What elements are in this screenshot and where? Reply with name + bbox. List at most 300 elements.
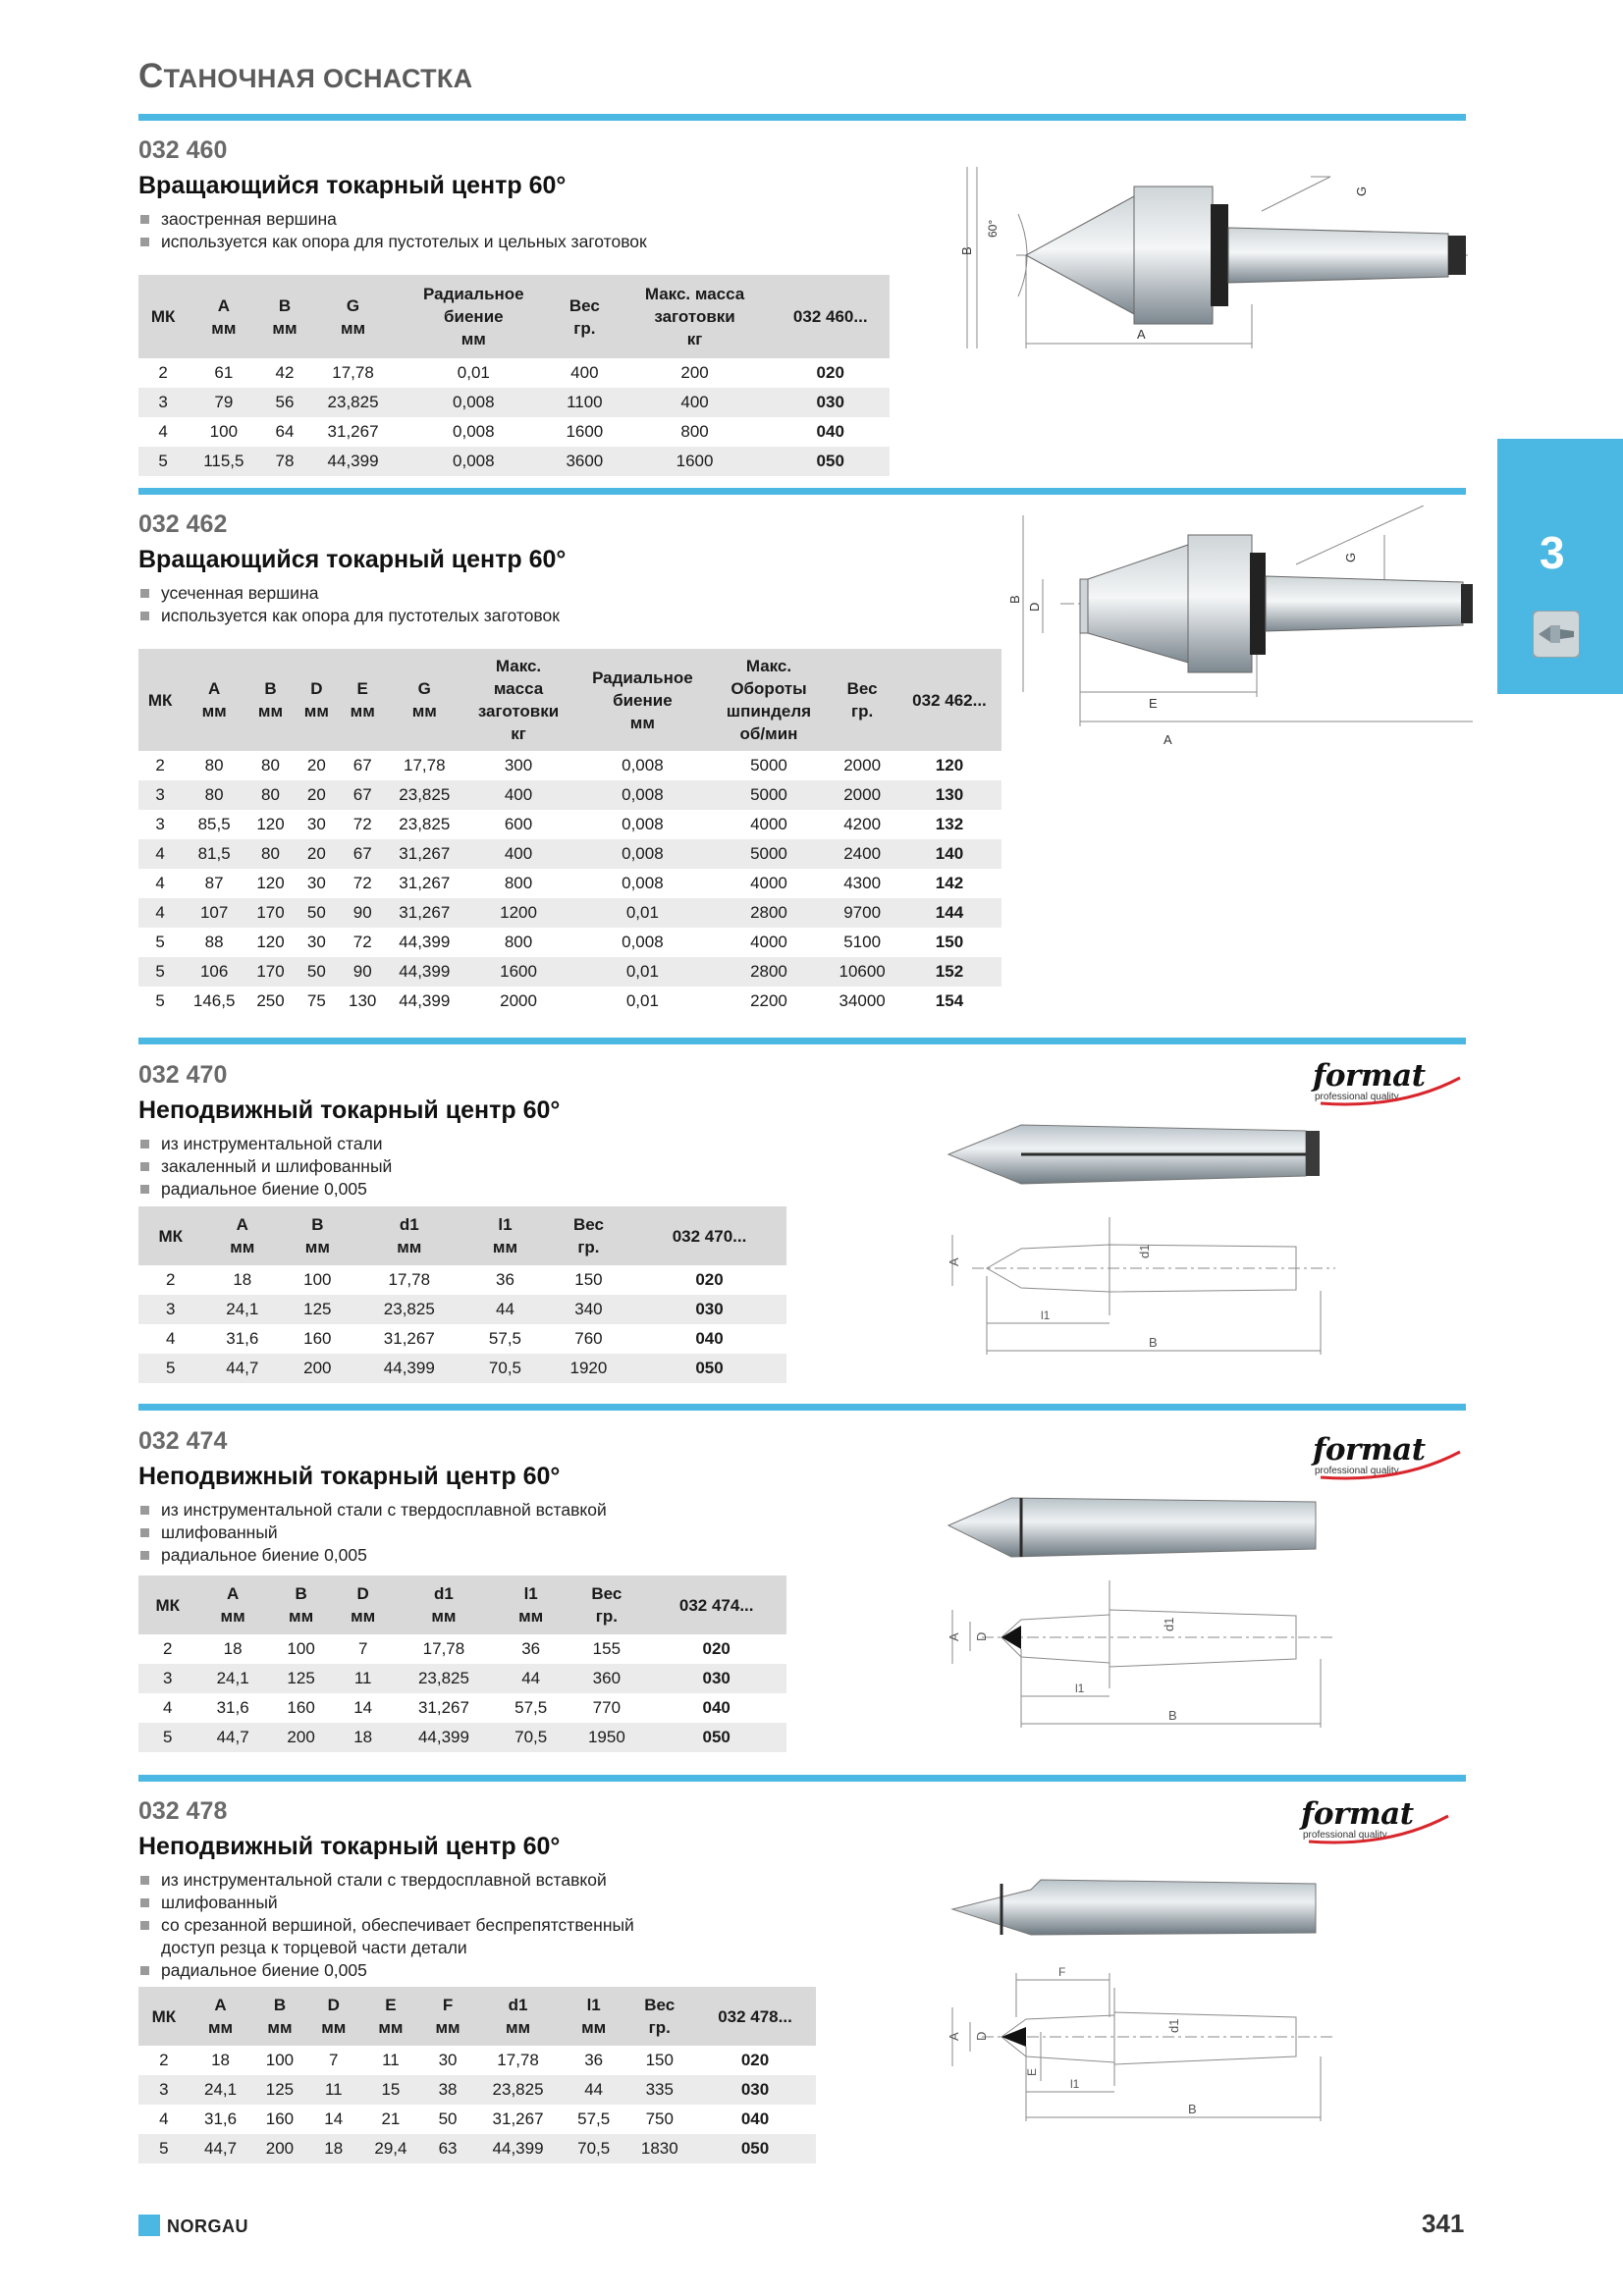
table-cell: 0,008 <box>622 933 664 951</box>
table-cell: 72 <box>352 815 372 833</box>
drawing-label: d1 <box>1162 1617 1176 1631</box>
order-code-cell: 040 <box>816 422 844 441</box>
table-cell: 88 <box>204 933 224 951</box>
table-cell: 150 <box>574 1270 603 1289</box>
table-cell: 70,5 <box>563 2134 625 2163</box>
table-cell: 80 <box>261 756 280 774</box>
column-header: 032 478... <box>694 1987 816 2046</box>
feature-item: радиальное биение 0,005 <box>138 1178 560 1201</box>
table-row <box>138 1324 786 1354</box>
logo-tagline: professional quality <box>1303 1830 1387 1841</box>
column-header: МК <box>138 649 182 751</box>
table-row <box>138 957 1001 987</box>
table-cell: 31,267 <box>327 422 379 441</box>
table-cell: 81,5 <box>182 839 246 869</box>
column-header: l1 мм <box>465 1206 545 1265</box>
table-cell: 0,008 <box>397 447 552 476</box>
table-cell: 70,5 <box>495 1723 567 1752</box>
column-header: Радиальное биение мм <box>397 275 552 358</box>
format-logo <box>1301 1798 1458 1847</box>
table-cell: 44,399 <box>352 1354 465 1383</box>
table-cell: 107 <box>182 898 246 928</box>
spec-table-032-460 <box>138 275 890 476</box>
table-cell: 100 <box>287 1639 315 1658</box>
table-cell: 70,5 <box>465 1354 545 1383</box>
table-cell: 120 <box>256 874 285 892</box>
table-cell: 4 <box>138 839 182 869</box>
feature-item: из инструментальной стали с твердосплавной вставкой <box>138 1499 607 1522</box>
column-header: D мм <box>308 1987 360 2046</box>
brand-square-icon <box>138 2215 160 2236</box>
drawing-label: D <box>1027 602 1042 612</box>
table-row <box>138 1693 786 1723</box>
column-header: Вес гр. <box>567 1575 646 1634</box>
table-cell: 1830 <box>625 2134 694 2163</box>
table-cell: 0,008 <box>453 422 495 441</box>
table-cell: 400 <box>570 363 599 382</box>
table-cell: 4200 <box>843 815 882 833</box>
order-code-cell: 142 <box>935 874 964 892</box>
table-cell: 0,008 <box>397 388 552 417</box>
table-cell: 4000 <box>750 933 787 951</box>
order-code-cell: 030 <box>771 388 890 417</box>
table-cell: 24,1 <box>196 1664 268 1693</box>
feature-list <box>138 582 566 627</box>
table-cell: 800 <box>504 933 533 951</box>
order-code-cell: 132 <box>935 815 964 833</box>
table-row <box>138 2046 816 2075</box>
table-cell: 130 <box>349 991 377 1010</box>
table-cell: 80 <box>204 756 224 774</box>
order-code-cell: 120 <box>935 756 964 774</box>
table-cell: 21 <box>381 2109 401 2128</box>
table-cell: 5 <box>138 957 182 987</box>
table-cell: 5100 <box>843 933 882 951</box>
footer-brand: NORGAU <box>167 2216 248 2236</box>
order-code-cell: 050 <box>646 1723 786 1752</box>
table-cell: 20 <box>295 839 339 869</box>
feature-item: закаленный и шлифованный <box>138 1155 560 1178</box>
table-row <box>138 869 1001 898</box>
feature-item: используется как опора для пустотелых и цельных заготовок <box>138 231 647 253</box>
table-cell: 44,399 <box>399 991 451 1010</box>
table-cell: 2000 <box>843 756 882 774</box>
table-cell: 7 <box>357 1639 368 1658</box>
table-cell: 34000 <box>839 991 886 1010</box>
live-center-pointed-drawing <box>957 157 1473 358</box>
table-cell: 3 <box>155 815 165 833</box>
table-cell: 0,008 <box>622 874 664 892</box>
table-cell: 30 <box>306 815 326 833</box>
table-cell: 2 <box>155 756 165 774</box>
table-cell: 50 <box>295 898 339 928</box>
table-row <box>138 1295 786 1324</box>
dead-center-drawing <box>943 1109 1335 1360</box>
table-cell: 24,1 <box>202 1295 282 1324</box>
column-header: B мм <box>246 649 295 751</box>
table-cell: 44,7 <box>189 2134 252 2163</box>
spec-table-032-474 <box>138 1575 786 1752</box>
feature-item: используется как опора для пустотелых заготовок <box>138 605 566 627</box>
column-header: Вес гр. <box>551 275 619 358</box>
table-cell: 2 <box>165 1270 176 1289</box>
table-cell: 160 <box>287 1698 315 1717</box>
table-cell: 1600 <box>566 422 604 441</box>
table-cell: 24,1 <box>189 2075 252 2105</box>
table-cell: 23,825 <box>352 1295 465 1324</box>
table-cell: 44 <box>495 1664 567 1693</box>
drawing-label: E <box>1025 2067 1039 2076</box>
table-cell: 5000 <box>750 756 787 774</box>
order-code-cell: 030 <box>632 1295 786 1324</box>
table-row <box>138 751 1001 780</box>
column-header: МК <box>138 1206 202 1265</box>
table-cell: 36 <box>495 1270 514 1289</box>
feature-item: из инструментальной стали с твердосплавной вставкой <box>138 1869 634 1892</box>
table-cell: 44,399 <box>310 447 397 476</box>
column-header: МК <box>138 1575 196 1634</box>
table-cell: 0,01 <box>457 363 490 382</box>
section-032-474 <box>138 1426 607 1567</box>
table-cell: 1920 <box>545 1354 632 1383</box>
table-cell: 20 <box>295 780 339 810</box>
table-cell: 23,825 <box>310 388 397 417</box>
table-cell: 31,267 <box>417 1698 469 1717</box>
column-header: E мм <box>339 649 387 751</box>
table-cell: 1600 <box>462 957 574 987</box>
table-cell: 100 <box>209 422 239 441</box>
column-header: B мм <box>269 1575 334 1634</box>
table-cell: 64 <box>275 422 295 441</box>
logo-word: format <box>1313 1432 1426 1468</box>
drawing-label: B <box>1188 2102 1197 2116</box>
section-divider <box>138 488 1466 495</box>
table-cell: 2400 <box>827 839 897 869</box>
drawing-label: A <box>947 1257 961 1266</box>
order-code-cell: 020 <box>702 1639 730 1658</box>
column-header: 032 460... <box>771 275 890 358</box>
table-row <box>138 928 1001 957</box>
table-cell: 31,267 <box>399 874 451 892</box>
table-cell: 14 <box>353 1698 373 1717</box>
table-cell: 3 <box>138 780 182 810</box>
section-divider <box>138 1038 1466 1044</box>
order-code-cell: 154 <box>935 991 964 1010</box>
table-row <box>138 388 890 417</box>
table-cell: 0,008 <box>574 839 711 869</box>
table-row <box>138 447 890 476</box>
page-title-rest: ТАНОЧНАЯ ОСНАСТКА <box>163 64 473 93</box>
table-cell: 3 <box>138 1295 202 1324</box>
table-cell: 400 <box>619 388 772 417</box>
table-cell: 4 <box>155 874 165 892</box>
table-cell: 0,01 <box>574 957 711 987</box>
table-cell: 18 <box>211 2051 230 2069</box>
drawing-label: D <box>974 1631 989 1641</box>
table-cell: 5 <box>155 933 165 951</box>
column-header: D мм <box>333 1575 392 1634</box>
table-cell: 125 <box>251 2075 307 2105</box>
table-cell: 30 <box>306 933 326 951</box>
product-title: Вращающийся токарный центр 60° <box>138 546 567 573</box>
column-header: Вес гр. <box>625 1987 694 2046</box>
column-header: 032 474... <box>646 1575 786 1634</box>
column-header: D мм <box>295 649 339 751</box>
column-header: d1 мм <box>352 1206 465 1265</box>
table-cell: 0,01 <box>625 991 659 1010</box>
table-cell: 200 <box>269 1723 334 1752</box>
table-cell: 23,825 <box>399 815 451 833</box>
order-code-cell: 020 <box>816 363 844 382</box>
drawing-label: A <box>1137 327 1146 342</box>
table-cell: 44 <box>563 2075 625 2105</box>
article-code: 032 478 <box>138 1797 228 1825</box>
table-cell: 17,78 <box>497 2051 539 2069</box>
spec-table-032-462 <box>138 649 1001 1016</box>
order-code-cell: 152 <box>897 957 1001 987</box>
table-cell: 2200 <box>750 991 787 1010</box>
table-cell: 3 <box>138 2075 189 2105</box>
column-header: Вес гр. <box>827 649 897 751</box>
table-cell: 18 <box>223 1639 243 1658</box>
table-cell: 2 <box>159 2051 169 2069</box>
table-cell: 44,399 <box>399 933 451 951</box>
table-cell: 106 <box>182 957 246 987</box>
table-cell: 5 <box>138 447 188 476</box>
table-cell: 44 <box>465 1295 545 1324</box>
order-code-cell: 020 <box>695 1270 724 1289</box>
table-cell: 50 <box>438 2109 458 2128</box>
feature-list <box>138 1499 607 1567</box>
live-center-icon <box>1533 611 1580 658</box>
table-cell: 5 <box>138 1723 196 1752</box>
drawing-label: A <box>1163 732 1172 747</box>
table-cell: 15 <box>359 2075 422 2105</box>
column-header: A мм <box>182 649 246 751</box>
table-cell: 125 <box>269 1664 334 1693</box>
table-cell: 72 <box>352 874 372 892</box>
feature-list <box>138 1133 560 1201</box>
article-code: 032 470 <box>138 1061 228 1089</box>
table-cell: 0,008 <box>622 756 664 774</box>
table-cell: 2800 <box>711 898 828 928</box>
column-header: E мм <box>359 1987 422 2046</box>
table-cell: 30 <box>438 2051 458 2069</box>
table-cell: 67 <box>352 756 372 774</box>
table-cell: 36 <box>521 1639 541 1658</box>
table-cell: 31,267 <box>383 1329 435 1348</box>
table-cell: 5 <box>138 1354 202 1383</box>
dead-center-half-drawing <box>943 1870 1335 2125</box>
table-cell: 4 <box>162 1698 173 1717</box>
table-cell: 3600 <box>551 447 619 476</box>
table-cell: 17,78 <box>332 363 374 382</box>
column-header: A мм <box>196 1575 268 1634</box>
table-cell: 80 <box>246 780 295 810</box>
table-cell: 360 <box>567 1664 646 1693</box>
column-header: B мм <box>251 1987 307 2046</box>
section-032-460 <box>138 135 647 253</box>
table-cell: 31,267 <box>387 898 462 928</box>
feature-item: радиальное биение 0,005 <box>138 1544 607 1567</box>
column-header: 032 470... <box>632 1206 786 1265</box>
table-cell: 1950 <box>567 1723 646 1752</box>
column-header: МК <box>138 1987 189 2046</box>
table-cell: 150 <box>645 2051 674 2069</box>
table-cell: 87 <box>204 874 224 892</box>
table-cell: 17,78 <box>422 1639 465 1658</box>
product-title: Неподвижный токарный центр 60° <box>138 1463 561 1490</box>
table-cell: 600 <box>504 815 533 833</box>
dead-center-carbide-drawing <box>943 1482 1335 1733</box>
table-cell: 335 <box>625 2075 694 2105</box>
table-cell: 17,78 <box>404 756 446 774</box>
drawing-label: D <box>974 2031 989 2041</box>
order-code-cell: 020 <box>740 2051 770 2069</box>
table-cell: 44,7 <box>202 1354 282 1383</box>
table-cell: 10600 <box>827 957 897 987</box>
table-cell: 4 <box>165 1329 176 1348</box>
drawing-label: d1 <box>1137 1244 1152 1258</box>
column-header: 032 462... <box>897 649 1001 751</box>
table-cell: 2000 <box>827 780 897 810</box>
table-cell: 80 <box>182 780 246 810</box>
table-cell: 61 <box>214 363 234 382</box>
feature-item: из инструментальной стали <box>138 1133 560 1155</box>
table-cell: 146,5 <box>192 991 236 1010</box>
format-logo <box>1313 1060 1470 1109</box>
order-code-cell: 050 <box>694 2134 816 2163</box>
order-code-cell: 030 <box>694 2075 816 2105</box>
feature-item: радиальное биение 0,005 <box>138 1959 634 1982</box>
table-cell: 4 <box>158 422 168 441</box>
column-header: F мм <box>422 1987 474 2046</box>
feature-list <box>138 1869 634 1982</box>
logo-word: format <box>1313 1058 1426 1094</box>
table-cell: 160 <box>303 1329 332 1348</box>
table-cell: 120 <box>256 815 285 833</box>
table-cell: 31,6 <box>226 1329 259 1348</box>
drawing-label: E <box>1149 696 1158 711</box>
section-divider <box>138 1404 1466 1411</box>
table-cell: 20 <box>306 756 326 774</box>
table-cell: 2000 <box>500 991 537 1010</box>
table-cell: 4000 <box>750 815 787 833</box>
column-header: МК <box>138 275 188 358</box>
table-cell: 400 <box>462 780 574 810</box>
table-cell: 120 <box>256 933 285 951</box>
column-header: A мм <box>202 1206 282 1265</box>
page-number: 341 <box>1422 2209 1465 2238</box>
table-row <box>138 358 890 388</box>
table-cell: 340 <box>545 1295 632 1324</box>
table-row <box>138 2075 816 2105</box>
table-cell: 50 <box>295 957 339 987</box>
table-row <box>138 898 1001 928</box>
table-cell: 5000 <box>711 839 828 869</box>
order-code-cell: 030 <box>646 1664 786 1693</box>
table-cell: 11 <box>382 2051 400 2069</box>
table-cell: 29,4 <box>359 2134 422 2163</box>
table-cell: 760 <box>574 1329 603 1348</box>
table-cell: 31,6 <box>204 2109 238 2128</box>
logo-word: format <box>1301 1796 1414 1832</box>
table-cell: 67 <box>339 780 387 810</box>
order-code-cell: 130 <box>897 780 1001 810</box>
table-cell: 115,5 <box>188 447 259 476</box>
table-cell: 160 <box>265 2109 295 2128</box>
column-header: Макс. Обороты шпинделя об/мин <box>711 649 828 751</box>
table-row <box>138 1634 786 1664</box>
section-032-462 <box>138 509 566 627</box>
page-title <box>138 57 472 96</box>
feature-item: заостренная вершина <box>138 208 647 231</box>
table-row <box>138 1354 786 1383</box>
column-header: Макс. масса заготовки кг <box>619 275 772 358</box>
table-cell: 78 <box>259 447 309 476</box>
table-cell: 18 <box>333 1723 392 1752</box>
table-cell: 57,5 <box>488 1329 521 1348</box>
drawing-label: G <box>1354 186 1369 196</box>
drawing-label: F <box>1058 1965 1066 1979</box>
column-header: Радиальное биение мм <box>574 649 711 751</box>
spec-table-032-478 <box>138 1987 816 2163</box>
table-cell: 4300 <box>843 874 882 892</box>
order-code-cell: 140 <box>897 839 1001 869</box>
table-cell: 800 <box>680 422 709 441</box>
table-cell: 770 <box>592 1698 622 1717</box>
article-code: 032 460 <box>138 136 228 164</box>
table-cell: 38 <box>422 2075 474 2105</box>
table-row <box>138 417 890 447</box>
table-cell: 750 <box>645 2109 674 2128</box>
column-header: B мм <box>282 1206 352 1265</box>
table-cell: 57,5 <box>577 2109 611 2128</box>
table-cell: 5 <box>155 991 165 1010</box>
table-cell: 250 <box>256 991 285 1010</box>
table-cell: 57,5 <box>514 1698 548 1717</box>
table-row <box>138 987 1001 1016</box>
feature-item: шлифованный <box>138 1522 607 1544</box>
order-code-cell: 040 <box>702 1698 730 1717</box>
table-cell: 75 <box>306 991 326 1010</box>
table-cell: 200 <box>680 363 709 382</box>
column-header: A мм <box>189 1987 252 2046</box>
table-cell: 1600 <box>619 447 772 476</box>
table-row <box>138 1664 786 1693</box>
table-row <box>138 780 1001 810</box>
table-cell: 0,008 <box>574 780 711 810</box>
column-header: A мм <box>188 275 259 358</box>
section-032-478 <box>138 1796 634 1982</box>
table-cell: 80 <box>246 839 295 869</box>
order-code-cell: 040 <box>695 1329 724 1348</box>
table-cell: 7 <box>329 2051 339 2069</box>
live-center-truncated-drawing <box>1001 506 1473 761</box>
article-code: 032 462 <box>138 510 228 538</box>
table-cell: 90 <box>339 898 387 928</box>
order-code-cell: 050 <box>632 1354 786 1383</box>
format-logo <box>1313 1434 1470 1483</box>
drawing-label: B <box>1168 1708 1177 1723</box>
table-cell: 200 <box>251 2134 307 2163</box>
column-header: B мм <box>259 275 309 358</box>
table-cell: 11 <box>308 2075 360 2105</box>
column-header: Макс. масса заготовки кг <box>462 649 574 751</box>
table-cell: 44,399 <box>393 1723 495 1752</box>
table-cell: 90 <box>339 957 387 987</box>
order-code-cell: 050 <box>771 447 890 476</box>
